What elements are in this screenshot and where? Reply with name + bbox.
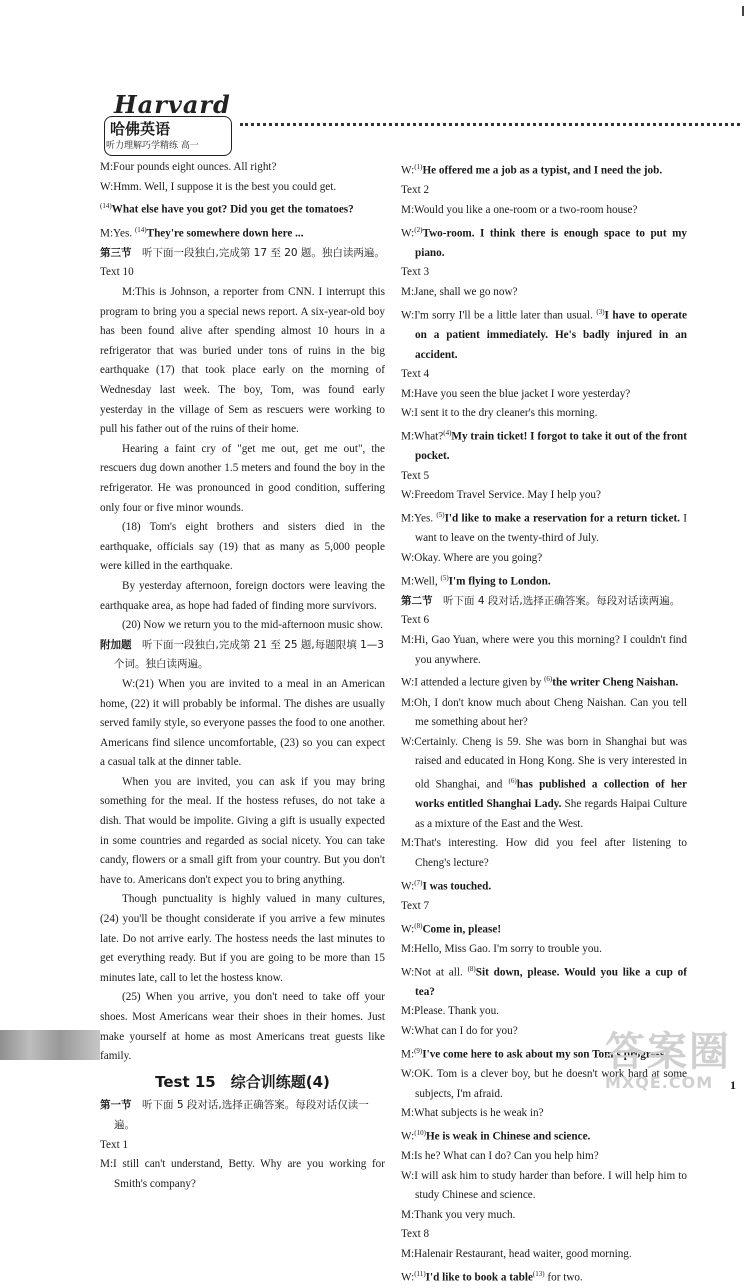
line-text: She regards Haipai Culture as a mixture of the East and the West.	[415, 798, 687, 830]
left-column	[100, 158, 385, 1194]
dialogue-line	[401, 424, 687, 467]
dialogue-line	[401, 221, 687, 264]
line-text: W:What can I do for you?	[401, 1025, 518, 1038]
dialogue-line	[401, 1124, 687, 1147]
page-number: 1	[730, 1078, 736, 1092]
line-text: M:Hi, Gao Yuan, where were you this morning? I couldn't find you anywhere.	[401, 634, 687, 666]
dialogue-line	[401, 874, 687, 897]
dialogue-line	[401, 365, 687, 385]
harvard-logo	[100, 90, 234, 156]
section-instructions: 听下面一段独白,完成第 21 至 25 题,每题限填 1—3 个词。独白读两遍。	[114, 638, 384, 671]
line-text: M:Thank you very much.	[401, 1208, 516, 1221]
line-text: M:Have you seen the blue jacket I wore yesterday?	[401, 387, 631, 400]
section-instructions: 听下面 4 段对话,选择正确答案。每段对话读两遍。	[443, 594, 681, 607]
question-number: (14)	[134, 225, 147, 234]
paragraph: W:(21) When you are invited to a meal in an American home, (22) it will probably be informal. The dishes are usually served family style, so everyone passes the food to one another. Americans find silence uncomfortable, (23) so you can expect a casual talk at the dinner table.	[100, 677, 385, 769]
line-text: M:What?	[401, 430, 444, 443]
dialogue-line	[401, 1167, 687, 1206]
line-text: W:I sent it to the dry cleaner's this morning.	[401, 407, 598, 420]
line-text: Text 2	[401, 184, 430, 197]
line-text: M:	[401, 1048, 415, 1061]
line-text: M:What subjects is he weak in?	[401, 1107, 544, 1120]
answer-text: I have to operate on a patient immediately. He's badly injured in an accident.	[415, 309, 687, 361]
line-text: W:Certainly. Cheng is 59. She was born in Shanghai but was raised and educated in Hong Kong. She is very interested in old Shanghai, and	[401, 735, 687, 791]
section-label: 第二节	[401, 594, 443, 607]
line-text: M:Is he? What can I do? Can you help him?	[401, 1150, 599, 1163]
paragraph: Hearing a faint cry of "get me out, get me out", the rescuers dug down another 1.5 meters and found the boy in the refrigerator. He was pronounced in good condition, suffering only four or five minor wounds.	[100, 442, 385, 514]
line-text: W:	[401, 880, 415, 893]
question-number: (7)	[414, 878, 423, 887]
answer-text: I'd like to book a table	[425, 1271, 533, 1284]
line-text: M:Hello, Miss Gao. I'm sorry to trouble you.	[401, 942, 602, 955]
line-text: Text 4	[401, 368, 430, 381]
logo-subtitle: 听力理解巧学精练 高一	[106, 141, 199, 151]
dialogue-line	[401, 917, 687, 940]
line-text: M:Yes.	[401, 512, 437, 525]
dialogue-line	[100, 1155, 385, 1194]
right-column	[401, 158, 687, 1288]
line-text: Text 6	[401, 614, 430, 627]
answer-text: They're somewhere down here ...	[146, 227, 304, 240]
section-label: 第三节	[100, 246, 142, 259]
line-text: Text 5	[401, 469, 430, 482]
dialogue-line	[401, 733, 687, 835]
line-text: W:Okay. Where are you going?	[401, 551, 543, 564]
dialogue-line	[100, 1136, 385, 1156]
question-number: (3)	[596, 307, 605, 316]
question-number: (8)	[414, 921, 423, 930]
line-text: Text 1	[100, 1138, 129, 1151]
question-number: (1)	[414, 163, 423, 171]
line-text: Text 3	[401, 266, 430, 279]
question-number: (9)	[414, 1046, 423, 1055]
dialogue-line	[401, 1104, 687, 1124]
section-label: 附加题	[100, 638, 142, 651]
question-number: (6)	[544, 675, 553, 684]
dialogue-line	[401, 549, 687, 569]
dialogue-line	[401, 1245, 687, 1265]
line-text: W:Not at all.	[401, 966, 468, 979]
question-number: (10)	[414, 1128, 426, 1137]
line-text: M:I still can't understand, Betty. Why are you working for Smith's company?	[100, 1158, 385, 1190]
dialogue-line	[401, 181, 687, 201]
line-text: I want to leave on the twenty-third of July.	[415, 512, 687, 545]
line-text: M:Yes.	[100, 227, 135, 240]
header-dotted-rule	[240, 123, 740, 126]
paragraph: (20) Now we return you to the mid-afternoon music show.	[122, 619, 383, 632]
question-number: (2)	[414, 225, 423, 234]
dialogue-line	[401, 670, 687, 693]
line-text: Text 8	[401, 1228, 430, 1241]
dialogue-line	[100, 197, 385, 220]
section-heading	[100, 1096, 385, 1135]
line-text: M:Jane, shall we go now?	[401, 286, 518, 299]
dialogue-line	[401, 569, 687, 592]
line-text: W:	[401, 227, 415, 240]
dialogue-line	[401, 1206, 687, 1226]
line-text: M:Four pounds eight ounces. All right?	[100, 161, 277, 173]
dialogue-line	[401, 1265, 687, 1288]
answer-text: Sit down, please. Would you like a cup of tea?	[415, 966, 687, 998]
page-header	[100, 90, 740, 160]
paragraph: (25) When you arrive, you don't need to take off your shoes. Most Americans wear their shoes in their homes. Just make yourself at home as most Americans treat guests like family.	[100, 991, 385, 1063]
question-number: (5)	[440, 573, 449, 582]
dialogue-line	[401, 303, 687, 366]
question-number: (13)	[532, 1269, 545, 1278]
question-number: (5)	[436, 511, 445, 520]
line-text: M:Please. Thank you.	[401, 1005, 499, 1018]
question-number: (14)	[100, 202, 112, 211]
paragraph: (18) Tom's eight brothers and sisters died in the earthquake, officials say (19) that as many as 5,000 people were killed in the earthquake.	[100, 521, 385, 573]
dialogue-line	[100, 158, 385, 178]
answer-text: He offered me a job as a typist, and I need the job.	[422, 164, 663, 177]
question-number: (8)	[467, 964, 476, 973]
scan-edge-stain	[0, 1030, 100, 1060]
dialogue-line	[401, 694, 687, 733]
answer-text: Two-room. I think there is enough space to put my piano.	[415, 227, 687, 259]
line-text: W:Hmm. Well, I suppose it is the best you could get.	[100, 180, 337, 193]
line-text: W:OK. Tom is a clever boy, but he doesn't work hard at some subjects, I'm afraid.	[401, 1067, 687, 1100]
answer-text: He is weak in Chinese and science.	[425, 1130, 591, 1143]
dialogue-line	[401, 960, 687, 1003]
paragraph: By yesterday afternoon, foreign doctors were leaving the earthquake area, as hope had faded of finding more survivors.	[100, 579, 385, 612]
dialogue-line	[401, 158, 687, 181]
dialogue-line	[100, 178, 385, 198]
question-number: (4)	[443, 428, 452, 437]
dialogue-line	[401, 1225, 687, 1245]
logo-title: Harvard	[114, 90, 231, 119]
line-text: Text 10	[100, 266, 134, 279]
dialogue-line	[401, 834, 687, 873]
watermark-chinese: 答案圈	[605, 1029, 731, 1075]
section-instructions: 听下面 5 段对话,选择正确答案。每段对话仅读一遍。	[114, 1099, 369, 1131]
line-text: W:	[401, 1271, 415, 1284]
section-heading	[401, 592, 687, 612]
answer-text: I'd like to make a reservation for a return ticket.	[444, 512, 680, 525]
answer-text: I was touched.	[422, 880, 492, 893]
paragraph: Though punctuality is highly valued in many cultures, (24) you'll be thought considerate if you arrive a few minutes late. Do not arrive early. The hostess needs the last minutes to get everything ready. But if you are going to be more than 15 minutes late, call to let the hostess know.	[100, 893, 385, 984]
dialogue-line	[401, 631, 687, 670]
line-text: M:Well,	[401, 575, 441, 588]
question-number: (6)	[508, 776, 517, 785]
line-text: W:	[401, 164, 415, 177]
dialogue-line	[401, 897, 687, 917]
dialogue-line	[401, 385, 687, 405]
dialogue-line	[401, 940, 687, 960]
line-text: W:I'm sorry I'll be a little later than usual.	[401, 309, 597, 322]
line-text: W:I will ask him to study harder than before. I will help him to study Chinese and science.	[401, 1169, 687, 1202]
dialogue-line	[401, 201, 687, 221]
answer-text: I've come here to ask about my son Tom's progress.	[422, 1048, 668, 1061]
line-text: W:	[401, 923, 415, 936]
test-title: Test 15 综合训练题(4)	[155, 1072, 330, 1091]
line-text: W:I attended a lecture given by	[401, 676, 545, 689]
line-text: W:	[401, 1130, 415, 1143]
paragraph: When you are invited, you can ask if you may bring something for the meal. If the hostess refuses, do not take a dish. That would be impolite. Giving a gift is usually expected in some countries and regarded as social nicety. You can take candy, flowers or a small gift from your country. But you don't have to. Americans don't expect you to bring anything.	[100, 775, 385, 886]
dialogue-line	[100, 221, 385, 244]
dialogue-line	[401, 611, 687, 631]
section-instructions: 听下面一段独白,完成第 17 至 20 题。独白读两遍。	[142, 246, 385, 259]
line-text: M:Halenair Restaurant, head waiter, good morning.	[401, 1248, 632, 1261]
section-heading	[100, 636, 385, 675]
dialogue-line	[401, 283, 687, 303]
answer-text: My train ticket! I forgot to take it out of the front pocket.	[415, 430, 687, 463]
line-text: M:Would you like a one-room or a two-room house?	[401, 203, 638, 216]
watermark-url: MXQE.COM	[605, 1073, 714, 1092]
line-text: M:That's interesting. How did you feel after listening to Cheng's lecture?	[401, 837, 687, 870]
dialogue-line	[401, 404, 687, 424]
watermark	[605, 1020, 745, 1105]
dialogue-line	[401, 486, 687, 506]
answer-text: What else have you got? Did you get the tomatoes?	[111, 203, 354, 216]
logo-chinese-title: 哈佛英语	[110, 120, 171, 138]
question-number: (11)	[414, 1269, 426, 1278]
dialogue-line	[401, 263, 687, 283]
line-text: Text 7	[401, 899, 430, 912]
line-text: for two.	[544, 1271, 583, 1284]
answer-text: Come in, please!	[422, 923, 502, 936]
section-heading	[100, 244, 385, 264]
line-text: M:Oh, I don't know much about Cheng Naishan. Can you tell me something about her?	[401, 696, 687, 729]
dialogue-line	[401, 1147, 687, 1167]
corner-mark	[742, 6, 744, 16]
answer-text: I'm flying to London.	[448, 575, 551, 588]
answer-text: has published a collection of her works entitled Shanghai Lady.	[415, 778, 687, 811]
section-label: 第一节	[100, 1099, 142, 1112]
dialogue-line	[401, 506, 687, 549]
line-text: W:Freedom Travel Service. May I help you?	[401, 489, 601, 502]
answer-text: the writer Cheng Naishan.	[552, 676, 679, 689]
dialogue-line	[100, 263, 385, 283]
paragraph: M:This is Johnson, a reporter from CNN. I interrupt this program to bring you a special news report. A six-year-old boy has been found alive after spending almost 10 hours in a refrigerator that was buried under tons of ruins in the big earthquake (17) that took place early on the morning of Wednesday last week. The boy, Tom, was found early yesterday in the village of Sem as rescuers were working to pull his father out of the ruins of their home.	[100, 286, 385, 436]
dialogue-line	[401, 467, 687, 487]
